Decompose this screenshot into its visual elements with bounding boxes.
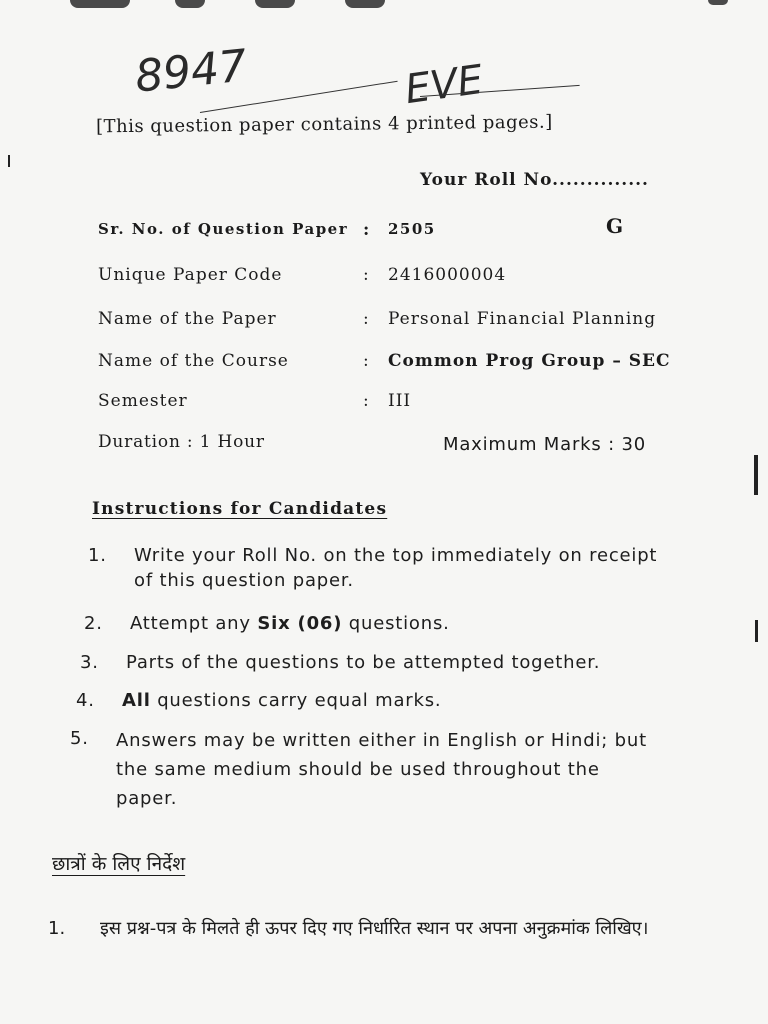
info-row-semester [98, 391, 678, 417]
scan-margin-mark [8, 155, 10, 167]
info-label: Unique Paper Code [98, 265, 283, 285]
info-label: Name of the Paper [98, 309, 277, 329]
handwritten-code-letters: EVE [402, 56, 486, 114]
info-value: III [388, 391, 412, 411]
instruction-number: 4. [76, 690, 95, 711]
instruction-text [122, 688, 652, 713]
instruction-emphasis: All [122, 690, 151, 711]
info-label: Sr. No. of Question Paper [98, 220, 349, 238]
instruction-text: Answers may be written either in English or Hindi; but the same medium should be used throughout the paper. [116, 730, 647, 809]
info-value: Common Prog Group – SEC [388, 351, 671, 371]
handwritten-code-number: 8947 [132, 40, 250, 103]
info-separator: : [363, 309, 370, 329]
scan-smudge [708, 0, 728, 5]
instruction-text [130, 611, 660, 636]
instruction-emphasis: Six (06) [257, 613, 343, 634]
scan-smudge [175, 0, 205, 8]
hindi-instruction-text: इस प्रश्न-पत्र के मिलते ही ऊपर दिए गए निर्धारित स्थान पर अपना अनुक्रमांक लिखिए। [100, 918, 649, 939]
instruction-text-part: Attempt any [130, 613, 258, 634]
instruction-number: 2. [84, 613, 103, 634]
scan-smudge [255, 0, 295, 8]
info-label: Name of the Course [98, 351, 289, 371]
info-separator: : [363, 265, 370, 285]
instruction-text: Write your Roll No. on the top immediately on receipt of this question paper. [134, 545, 658, 591]
info-row-sr-no [98, 220, 678, 246]
instruction-number: 1. [88, 545, 107, 566]
maximum-marks: Maximum Marks : 30 [443, 434, 646, 455]
info-label: Semester [98, 391, 188, 411]
scan-margin-mark [754, 455, 758, 495]
scan-margin-mark [755, 620, 758, 642]
roll-number-field: Your Roll No.............. [420, 170, 649, 190]
info-value: 2505 [388, 220, 436, 238]
scan-smudge [70, 0, 130, 8]
duration: Duration : 1 Hour [98, 432, 265, 452]
instruction-text-part: questions. [342, 613, 450, 634]
info-separator: : [363, 391, 370, 411]
info-row-paper-name [98, 309, 678, 335]
instruction-number: 5. [70, 728, 89, 749]
instruction-number: 3. [80, 652, 99, 673]
info-row-paper-code [98, 265, 678, 291]
info-separator: : [363, 351, 370, 371]
instructions-heading: Instructions for Candidates [92, 499, 388, 519]
scan-smudge [345, 0, 385, 8]
set-letter: G [606, 214, 624, 238]
info-value: 2416000004 [388, 265, 507, 285]
hindi-instruction-number: 1. [48, 918, 66, 939]
hindi-instructions-heading: छात्रों के लिए निर्देश [52, 853, 186, 875]
info-row-course-name [98, 351, 678, 377]
pages-note: [This question paper contains 4 printed pages.] [95, 111, 553, 138]
info-value: Personal Financial Planning [388, 309, 657, 329]
instruction-text-part: questions carry equal marks. [150, 690, 442, 711]
instruction-text: Parts of the questions to be attempted together. [126, 652, 601, 673]
info-separator: : [363, 220, 371, 240]
